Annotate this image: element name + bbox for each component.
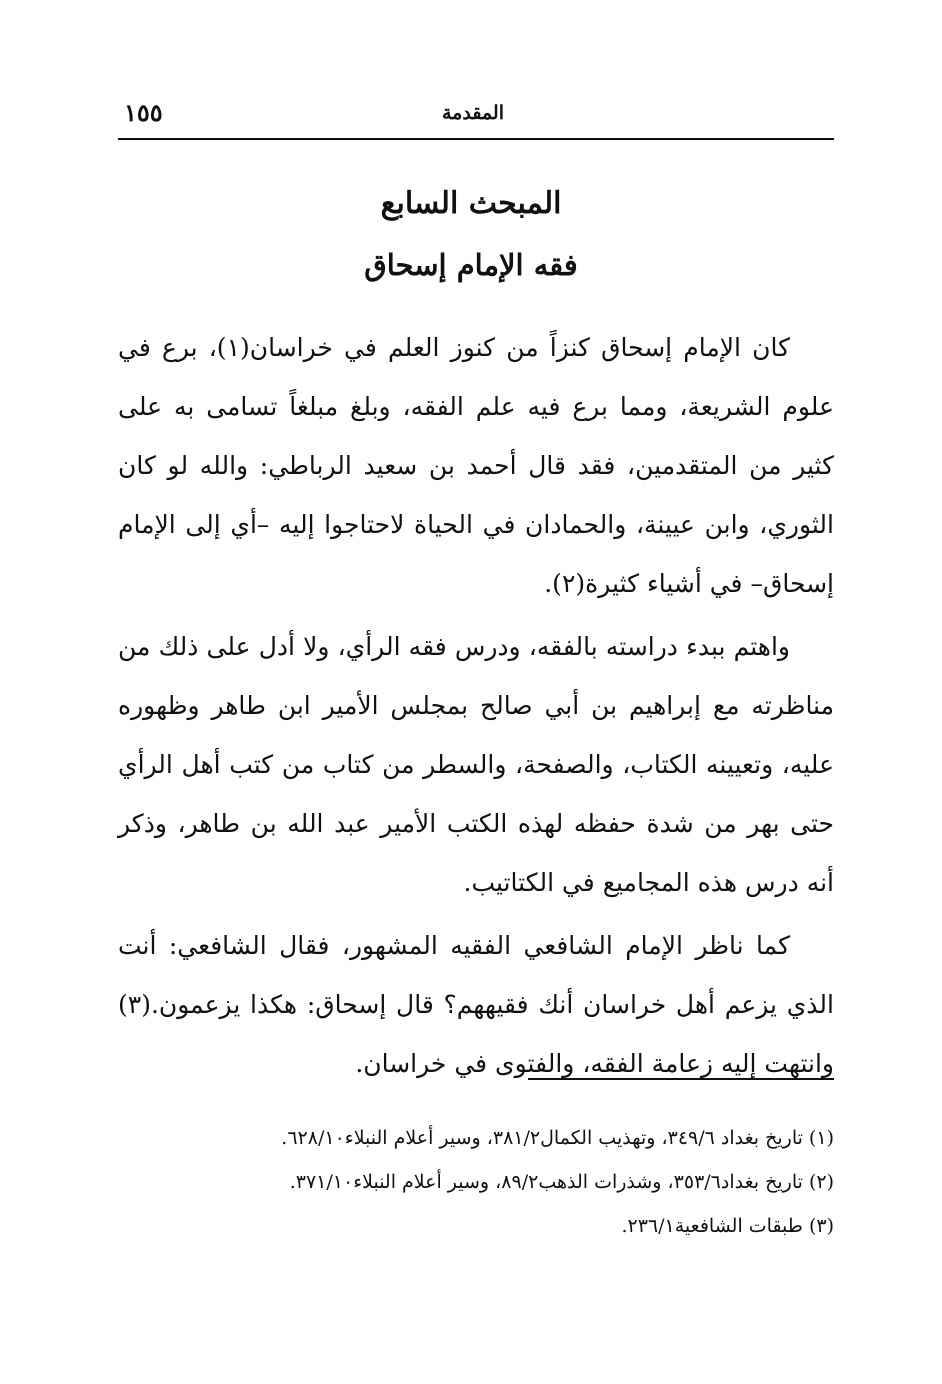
footnote-3: (٣) طبقات الشافعية٢٣٦/١. (621, 1215, 834, 1237)
header-title: المقدمة (441, 102, 504, 124)
footnote-1: (١) تاريخ بغداد ٣٤٩/٦، وتهذيب الكمال٣٨١/٢، وسير أعلام النبلاء٦٢٨/١٠. (281, 1127, 834, 1149)
paragraph-3: كما ناظر الإمام الشافعي الفقيه المشهور، فقال الشافعي: أنت الذي يزعم أهل خراسان أنك فقيههم؟ قال إسحاق: هكذا يزعمون.(٣) وانتهت إليه زعامة الفقه، والفتوى في خراسان. (118, 931, 834, 1078)
body-text (118, 318, 834, 1097)
chapter-title: المبحث السابع (380, 186, 562, 221)
footnote-2: (٢) تاريخ بغداد٣٥٣/٦، وشذرات الذهب٨٩/٢، وسير أعلام النبلاء٣٧١/١٠. (289, 1171, 834, 1193)
section-title: فقه الإمام إسحاق (364, 248, 578, 282)
page-number: ١٥٥ (124, 98, 163, 127)
footnotes (118, 1116, 834, 1248)
paragraph-1: كان الإمام إسحاق كنزاً من كنوز العلم في خراسان(١)، برع في علوم الشريعة، ومما برع فيه علم الفقه، وبلغ مبلغاً تسامى به على كثير من المتقدمين، فقد قال أحمد بن سعيد الرباطي: والله لو كان الثوري، وابن عيينة، والحمادان في الحياة لاحتاجوا إليه –أي إلى الإمام إسحاق– في أشياء كثيرة(٢). (118, 333, 834, 598)
footnote-divider (528, 1078, 834, 1080)
running-header (118, 96, 834, 140)
paragraph-2: واهتم ببدء دراسته بالفقه، ودرس فقه الرأي، ولا أدل على ذلك من مناظرته مع إبراهيم بن أبي صالح بمجلس الأمير ابن طاهر وظهوره عليه، وتعيينه الكتاب، والصفحة، والسطر من كتاب من كتب أهل الرأي حتى بهر من شدة حفظه لهذه الكتب الأمير عبد الله بن طاهر، وذكر أنه درس هذه المجاميع في الكتاتيب. (118, 632, 834, 897)
